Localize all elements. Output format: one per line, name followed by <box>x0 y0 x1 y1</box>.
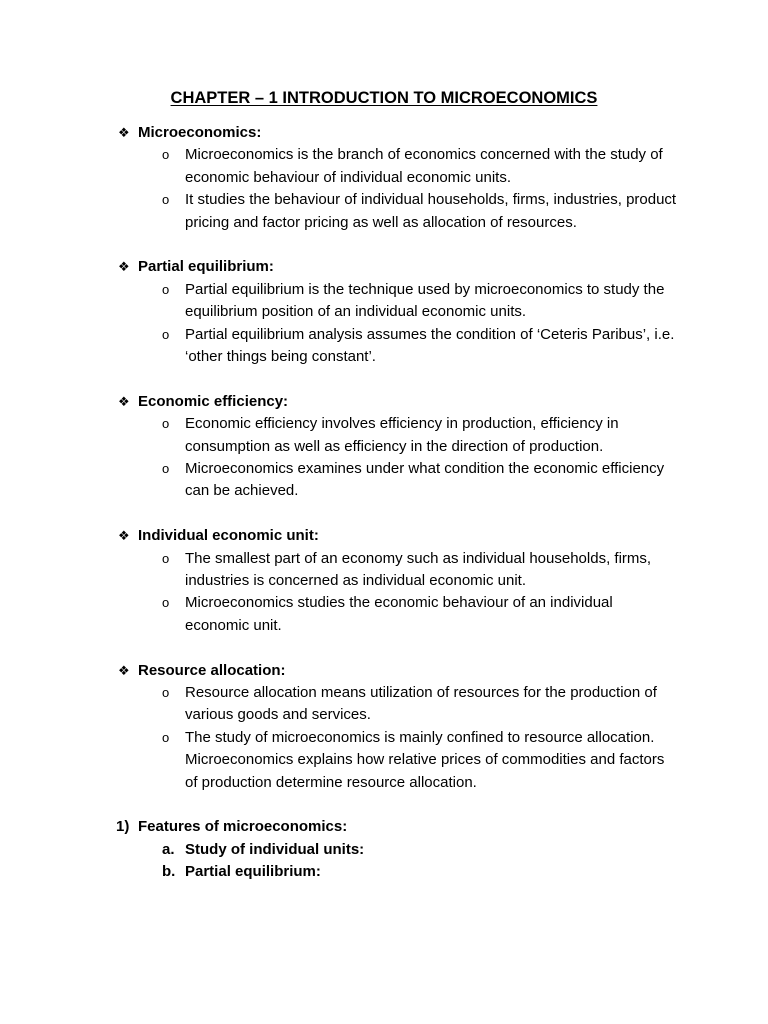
bullet-list <box>118 144 718 234</box>
section-heading <box>118 525 718 547</box>
section-partial-equilibrium <box>118 256 718 368</box>
lettered-list <box>118 839 718 884</box>
section-heading-text: Resource allocation: <box>138 661 286 679</box>
lettered-item <box>118 839 718 861</box>
diamond-bullet-icon: ❖ <box>118 259 130 275</box>
list-item-text: Resource allocation means utilization of resources for the production of various goods and services. <box>185 684 657 724</box>
list-item <box>118 682 680 727</box>
list-item-text: Microeconomics studies the economic behaviour of an individual economic unit. <box>185 594 613 634</box>
section-economic-efficiency <box>118 391 718 503</box>
list-item-text: Partial equilibrium analysis assumes the condition of ‘Ceteris Paribus’, i.e. ‘other things being constant’. <box>185 325 675 366</box>
list-item-text: It studies the behaviour of individual households, firms, industries, product pricing and factor pricing as well as allocation of resources. <box>185 191 677 231</box>
diamond-bullet-icon: ❖ <box>118 662 130 678</box>
list-number: 1) <box>116 818 130 836</box>
section-heading-text: Economic efficiency: <box>138 392 289 410</box>
circle-bullet-icon: o <box>162 685 170 701</box>
list-item-text: Partial equilibrium is the technique used by microeconomics to study the equilibrium position of an individual economic units. <box>185 280 665 321</box>
circle-bullet-icon: o <box>162 416 170 432</box>
section-microeconomics <box>118 122 718 234</box>
list-item <box>118 727 680 794</box>
lettered-item <box>118 861 718 883</box>
list-item <box>118 458 680 503</box>
list-letter: b. <box>162 863 176 881</box>
circle-bullet-icon: o <box>162 281 170 297</box>
list-item <box>118 324 680 369</box>
features-section <box>118 816 718 883</box>
circle-bullet-icon: o <box>162 326 170 342</box>
list-item <box>118 592 680 637</box>
lettered-item-text: Partial equilibrium: <box>185 863 321 881</box>
section-resource-allocation <box>118 660 718 794</box>
list-item <box>118 189 680 234</box>
section-heading <box>118 122 718 144</box>
section-heading <box>118 391 718 413</box>
circle-bullet-icon: o <box>162 595 170 611</box>
section-heading <box>118 660 718 682</box>
list-item-text: Economic efficiency involves efficiency in production, efficiency in consumption as well as efficiency in the direction of production. <box>185 415 619 455</box>
numbered-heading-text: Features of microeconomics: <box>138 818 348 836</box>
list-item <box>118 144 680 189</box>
section-heading-text: Individual economic unit: <box>138 527 319 545</box>
list-item <box>118 279 680 324</box>
list-item <box>118 413 680 458</box>
circle-bullet-icon: o <box>162 147 170 163</box>
section-heading-text: Partial equilibrium: <box>138 258 274 276</box>
diamond-bullet-icon: ❖ <box>118 528 130 544</box>
numbered-heading <box>118 816 718 838</box>
circle-bullet-icon: o <box>162 729 170 745</box>
bullet-list <box>118 279 718 369</box>
list-letter: a. <box>162 840 175 858</box>
lettered-item-text: Study of individual units: <box>185 840 365 858</box>
circle-bullet-icon: o <box>162 461 170 477</box>
circle-bullet-icon: o <box>162 550 170 566</box>
bullet-list <box>118 413 718 503</box>
bullet-list <box>118 548 718 638</box>
section-heading <box>118 256 718 278</box>
list-item-text: Microeconomics examines under what condition the economic efficiency can be achieved. <box>185 460 665 500</box>
circle-bullet-icon: o <box>162 192 170 208</box>
list-item <box>118 548 680 593</box>
list-item-text: The smallest part of an economy such as individual households, firms, industries is concerned as individual economic unit. <box>185 549 652 590</box>
bullet-list <box>118 682 718 794</box>
list-item-text: The study of microeconomics is mainly confined to resource allocation. Microeconomics explains how relative prices of commodities and factors of production determine resource allocation. <box>185 728 665 791</box>
document-content <box>118 122 718 884</box>
diamond-bullet-icon: ❖ <box>118 125 130 140</box>
section-heading-text: Microeconomics: <box>138 124 262 141</box>
diamond-bullet-icon: ❖ <box>118 393 130 409</box>
section-individual-economic-unit <box>118 525 718 637</box>
list-item-text: Microeconomics is the branch of economics concerned with the study of economic behaviour of individual economic units. <box>185 146 663 186</box>
chapter-title: CHAPTER – 1 INTRODUCTION TO MICROECONOMICS <box>170 89 598 107</box>
